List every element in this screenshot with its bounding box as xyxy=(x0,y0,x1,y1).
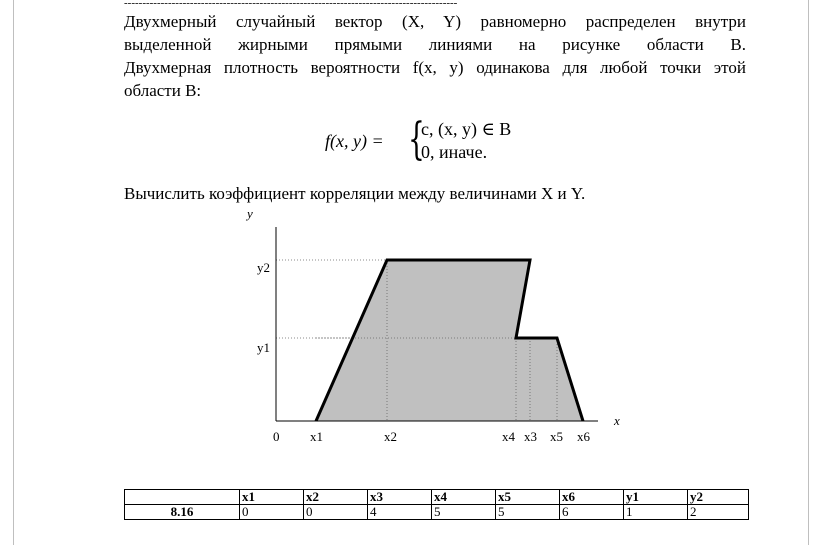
table-header-cell: y2 xyxy=(688,490,749,505)
table-header-cell: x4 xyxy=(432,490,496,505)
table-cell: 5 xyxy=(496,505,560,520)
region-figure xyxy=(230,205,650,450)
origin-label: 0 xyxy=(273,429,280,444)
variant-table xyxy=(124,489,749,520)
table-cell: 1 xyxy=(624,505,688,520)
problem-line-3: Двухмерная плотность вероятности f(x, y) одинакова для любой точки этой xyxy=(124,58,746,77)
table-header-cell: x3 xyxy=(368,490,432,505)
table-cell-variant: 8.16 xyxy=(125,505,240,520)
formula-case-1: c, (x, y) ∈ B xyxy=(421,119,512,139)
table-cell: 0 xyxy=(304,505,368,520)
x-tick-label-x6: x6 xyxy=(577,429,590,444)
table-row xyxy=(125,505,749,520)
table-cell: 4 xyxy=(368,505,432,520)
table-header-cell: x5 xyxy=(496,490,560,505)
table-header-cell xyxy=(125,490,240,505)
region-b xyxy=(316,260,583,421)
table-header-cell: x1 xyxy=(240,490,304,505)
problem-line-2: выделенной жирными прямыми линиями на рисунке области B. xyxy=(124,35,746,54)
x-tick-label-x5: x5 xyxy=(550,429,563,444)
formula-case-2: 0, иначе. xyxy=(421,142,488,162)
problem-statement xyxy=(124,10,746,102)
x-tick-label-x1: x1 xyxy=(310,429,323,444)
page-margin-left xyxy=(13,0,14,545)
table-header-cell: x2 xyxy=(304,490,368,505)
table-header-cell: x6 xyxy=(560,490,624,505)
y-tick-label-y2: y2 xyxy=(257,260,270,275)
x-tick-label-x3: x3 xyxy=(524,429,537,444)
axis-y-label: y xyxy=(247,206,253,221)
table-cell: 6 xyxy=(560,505,624,520)
x-tick-label-x4: x4 xyxy=(502,429,515,444)
problem-line-4: области B: xyxy=(124,81,202,100)
table-cell: 0 xyxy=(240,505,304,520)
table-cell: 2 xyxy=(688,505,749,520)
question-text: Вычислить коэффициент корреляции между величинами X и Y. xyxy=(124,184,586,203)
axis-x-label: x xyxy=(614,413,620,428)
formula-brace: { xyxy=(408,114,425,165)
y-tick-label-y1: y1 xyxy=(257,340,270,355)
x-tick-label-x2: x2 xyxy=(384,429,397,444)
table-header-cell: y1 xyxy=(624,490,688,505)
formula-lhs: f(x, y) = xyxy=(325,131,384,151)
page-margin-right xyxy=(808,0,809,545)
table-cell: 5 xyxy=(432,505,496,520)
separator-line: ------------------------------------------------------------------------------------------- xyxy=(124,0,458,6)
problem-line-1: Двухмерный случайный вектор (X, Y) равномерно распределен внутри xyxy=(124,12,746,31)
table-header-row xyxy=(125,490,749,505)
